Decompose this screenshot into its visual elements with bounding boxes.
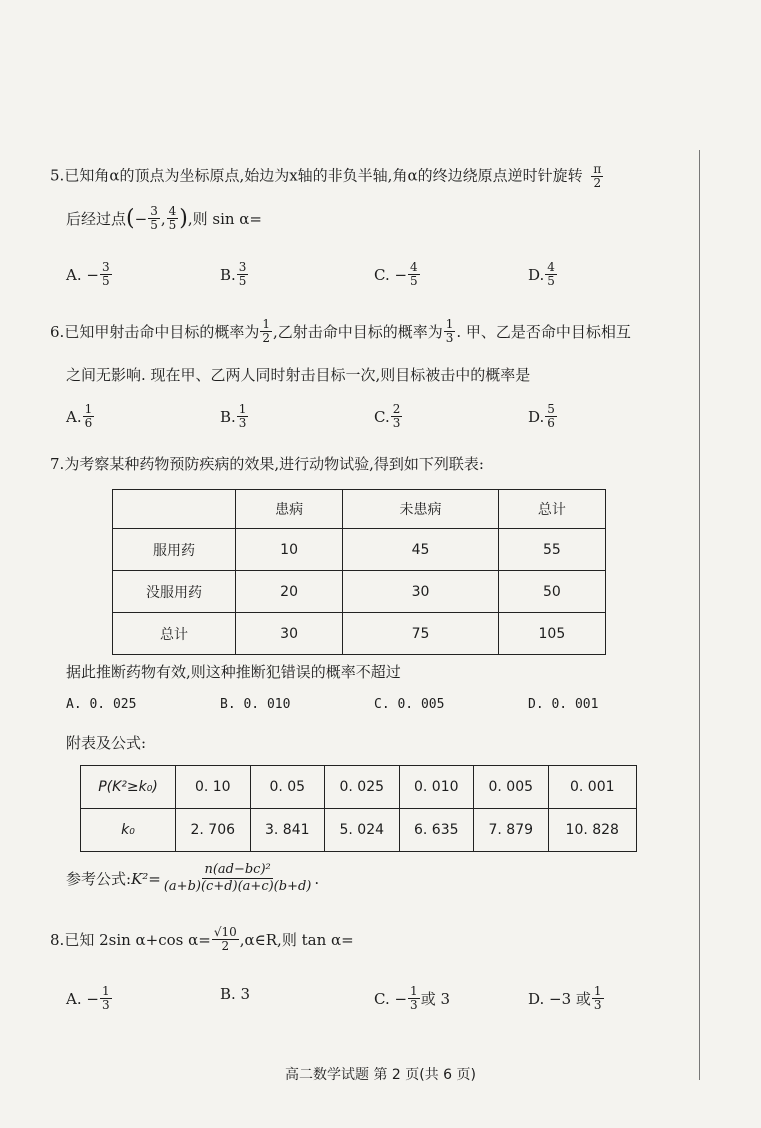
q7-option-0: A. 0. 025 bbox=[66, 697, 137, 712]
q7-text: 为考察某种药物预防疾病的效果,进行动物试验,得到如下列联表: bbox=[64, 455, 484, 473]
q8-option-fraction-num: 1 bbox=[101, 984, 110, 998]
q6-option-label: A. bbox=[66, 407, 82, 426]
q8-f-num: √10 bbox=[213, 925, 237, 939]
k0-row bbox=[81, 809, 637, 852]
q6-option-fraction bbox=[545, 403, 557, 430]
q8-option-pre: A. − bbox=[66, 989, 99, 1008]
q5-p1-den: 5 bbox=[150, 218, 158, 232]
q5-line1 bbox=[50, 163, 604, 190]
table-cell: 10 bbox=[236, 529, 343, 571]
q8-option-fraction bbox=[408, 985, 420, 1012]
table-cell: 20 bbox=[236, 571, 343, 613]
q5-p2-den: 5 bbox=[168, 218, 177, 232]
q7-option-1: B. 0. 010 bbox=[220, 697, 291, 712]
q5-option-0 bbox=[66, 261, 113, 288]
q8-option-fraction-den: 3 bbox=[410, 998, 418, 1012]
q6-option-1 bbox=[220, 403, 249, 430]
q8-option-post: 或 3 bbox=[420, 990, 450, 1008]
q6-option-fraction-num: 2 bbox=[392, 402, 401, 416]
q5-option-label: C. − bbox=[374, 265, 408, 284]
pvalue-cell: 0. 010 bbox=[399, 766, 474, 809]
table-cell: 45 bbox=[343, 529, 499, 571]
q8-option-0 bbox=[66, 985, 113, 1012]
q8-option-fraction-num: 1 bbox=[410, 984, 418, 998]
q6-option-fraction bbox=[391, 403, 403, 430]
q6-line1 bbox=[50, 318, 631, 345]
q8-option-fraction bbox=[100, 985, 112, 1012]
header-cell bbox=[113, 490, 236, 529]
q6-option-label: D. bbox=[528, 407, 545, 426]
q8-f-den: 2 bbox=[221, 939, 230, 953]
table-cell: 75 bbox=[343, 613, 499, 655]
q7-line1 bbox=[50, 454, 484, 474]
q8-line1 bbox=[50, 926, 354, 953]
page-footer: 高二数学试题 第 2 页(共 6 页) bbox=[285, 1067, 476, 1083]
k0-cell: 2. 706 bbox=[176, 809, 251, 852]
table-row bbox=[113, 571, 606, 613]
k0-cell: 7. 879 bbox=[474, 809, 549, 852]
q5-option-fraction-den: 5 bbox=[547, 274, 555, 288]
q5-line2: 后经过点 ( − $\frac{3}{5}$ , $\frac{4}{5}$ ) ,则 sin α= bbox=[66, 204, 263, 232]
q5-option-fraction-den: 5 bbox=[238, 274, 247, 288]
q6-f1-den: 2 bbox=[262, 331, 270, 345]
formula-label: 参考公式: bbox=[66, 869, 132, 888]
q6-option-fraction-num: 1 bbox=[238, 402, 247, 416]
q6-fraction-1 bbox=[260, 318, 272, 345]
q8-option-pre: C. − bbox=[374, 989, 408, 1008]
q6-mid: ,乙射击命中目标的概率为 bbox=[272, 322, 443, 341]
table-row bbox=[113, 529, 606, 571]
q6-number: 6. bbox=[50, 322, 65, 341]
q8-fraction bbox=[212, 926, 239, 953]
q5-option-label: B. bbox=[220, 265, 236, 284]
pvalue-cell: 0. 025 bbox=[325, 766, 400, 809]
q5-point-y bbox=[167, 205, 179, 232]
table-cell: 服用药 bbox=[113, 529, 236, 571]
q5-point-x bbox=[148, 205, 160, 232]
k0-cell: 5. 024 bbox=[325, 809, 400, 852]
q8-option-3 bbox=[528, 985, 605, 1012]
q8-number: 8. bbox=[50, 930, 65, 949]
q7-option-3: D. 0. 001 bbox=[528, 697, 599, 712]
q5-number: 5. bbox=[50, 166, 65, 185]
q6-option-fraction bbox=[83, 403, 95, 430]
q5-option-fraction-num: 4 bbox=[547, 260, 555, 274]
pvalue-cell: 0. 005 bbox=[474, 766, 549, 809]
q5-option-fraction bbox=[100, 261, 112, 288]
q6-fraction-2 bbox=[444, 318, 456, 345]
q8-option-fraction bbox=[592, 985, 604, 1012]
q5-option-fraction bbox=[237, 261, 249, 288]
q5-line2-post: ,则 sin α= bbox=[187, 209, 263, 228]
q8-option-pre: D. −3 或 bbox=[528, 990, 591, 1008]
formula-lhs: K²= bbox=[131, 869, 161, 888]
table-row bbox=[113, 613, 606, 655]
q5-option-label: A. − bbox=[66, 265, 99, 284]
q5-rot-den: 2 bbox=[593, 176, 602, 190]
k0-cell: 3. 841 bbox=[250, 809, 325, 852]
q5-p1-sign: − bbox=[134, 209, 148, 228]
pvalue-label: P(K²≥k₀) bbox=[81, 766, 176, 809]
table-cell: 55 bbox=[498, 529, 605, 571]
q6-f2-num: 1 bbox=[445, 317, 454, 331]
q7-judge-text: 据此推断药物有效,则这种推断犯错误的概率不超过 bbox=[66, 663, 401, 681]
q8-option-fraction-den: 3 bbox=[101, 998, 110, 1012]
critical-value-table bbox=[80, 765, 637, 852]
q5-option-label: D. bbox=[528, 265, 545, 284]
q8-post: ,α∈R,则 tan α= bbox=[239, 930, 354, 949]
margin-rule bbox=[699, 150, 700, 1080]
q6-f2-den: 3 bbox=[445, 331, 454, 345]
q6-option-fraction-num: 5 bbox=[547, 402, 555, 416]
q6-option-2 bbox=[374, 403, 403, 430]
formula-fraction bbox=[162, 862, 314, 895]
q8-option-fraction-den: 3 bbox=[593, 998, 602, 1012]
q5-rot-num: π bbox=[593, 162, 602, 176]
k0-label: k₀ bbox=[81, 809, 176, 852]
q5-option-fraction bbox=[408, 261, 420, 288]
q6-option-3 bbox=[528, 403, 558, 430]
q8-option-pre: B. 3 bbox=[220, 985, 251, 1003]
q6-option-fraction-den: 3 bbox=[238, 416, 247, 430]
pvalue-cell: 0. 05 bbox=[250, 766, 325, 809]
table-cell: 105 bbox=[498, 613, 605, 655]
q6-option-label: C. bbox=[374, 407, 390, 426]
bleed-through bbox=[240, 130, 420, 150]
q7-option-2: C. 0. 005 bbox=[374, 697, 445, 712]
q5-p1-num: 3 bbox=[150, 204, 158, 218]
q5-option-fraction-num: 3 bbox=[238, 260, 247, 274]
contingency-table bbox=[112, 489, 606, 655]
table-cell: 30 bbox=[236, 613, 343, 655]
header-cell: 总计 bbox=[498, 490, 605, 529]
q6-option-0 bbox=[66, 403, 95, 430]
q5-option-3 bbox=[528, 261, 558, 288]
formula-num: n(ad−bc)² bbox=[204, 862, 271, 877]
q8-option-fraction-num: 1 bbox=[593, 984, 602, 998]
q5-p2-num: 4 bbox=[168, 204, 177, 218]
q6-option-fraction-den: 3 bbox=[392, 416, 401, 430]
table-header-row bbox=[113, 490, 606, 529]
q5-text: 已知角α的顶点为坐标原点,始边为x轴的非负半轴,角α的终边绕原点逆时针旋转 bbox=[64, 166, 583, 185]
q5-option-fraction-num: 4 bbox=[410, 260, 418, 274]
q5-rotation-fraction bbox=[591, 163, 603, 190]
pvalue-cell: 0. 10 bbox=[176, 766, 251, 809]
appendix-label: 附表及公式: bbox=[66, 734, 147, 752]
q5-option-fraction-num: 3 bbox=[101, 260, 110, 274]
q5-option-fraction-den: 5 bbox=[101, 274, 110, 288]
q6-option-label: B. bbox=[220, 407, 236, 426]
q5-line2-pre: 后经过点 bbox=[66, 209, 127, 228]
k0-cell: 10. 828 bbox=[548, 809, 637, 852]
q6-post: . 甲、乙是否命中目标相互 bbox=[456, 322, 631, 341]
table-cell: 没服用药 bbox=[113, 571, 236, 613]
table-cell: 总计 bbox=[113, 613, 236, 655]
q5-option-2 bbox=[374, 261, 421, 288]
q5-option-fraction-den: 5 bbox=[410, 274, 418, 288]
q6-option-fraction-den: 6 bbox=[84, 416, 93, 430]
q6-option-fraction-den: 6 bbox=[547, 416, 555, 430]
header-cell: 未患病 bbox=[343, 490, 499, 529]
q6-line2: 之间无影响. 现在甲、乙两人同时射击目标一次,则目标被击中的概率是 bbox=[66, 366, 531, 384]
table-cell: 50 bbox=[498, 571, 605, 613]
q5-option-fraction bbox=[545, 261, 557, 288]
header-cell: 患病 bbox=[236, 490, 343, 529]
table-cell: 30 bbox=[343, 571, 499, 613]
formula-line: 参考公式: K²= $\frac{\text{n(ad−bc)²}}{(a+b)(c+d)(a+c)(b+d)}$ . bbox=[66, 862, 320, 894]
q7-number: 7. bbox=[50, 455, 65, 473]
q6-option-fraction-num: 1 bbox=[84, 402, 93, 416]
pvalue-cell: 0. 001 bbox=[548, 766, 637, 809]
q6-pre: 已知甲射击命中目标的概率为 bbox=[64, 322, 260, 341]
q6-option-fraction bbox=[237, 403, 249, 430]
q6-f1-num: 1 bbox=[262, 317, 270, 331]
pvalue-row bbox=[81, 766, 637, 809]
q5-option-1 bbox=[220, 261, 249, 288]
q8-option-1 bbox=[220, 985, 250, 1003]
q8-pre: 已知 2sin α+cos α= bbox=[64, 930, 211, 949]
q8-option-2 bbox=[374, 985, 450, 1012]
k0-cell: 6. 635 bbox=[399, 809, 474, 852]
formula-den: (a+b)(c+d)(a+c)(b+d) bbox=[163, 879, 312, 894]
